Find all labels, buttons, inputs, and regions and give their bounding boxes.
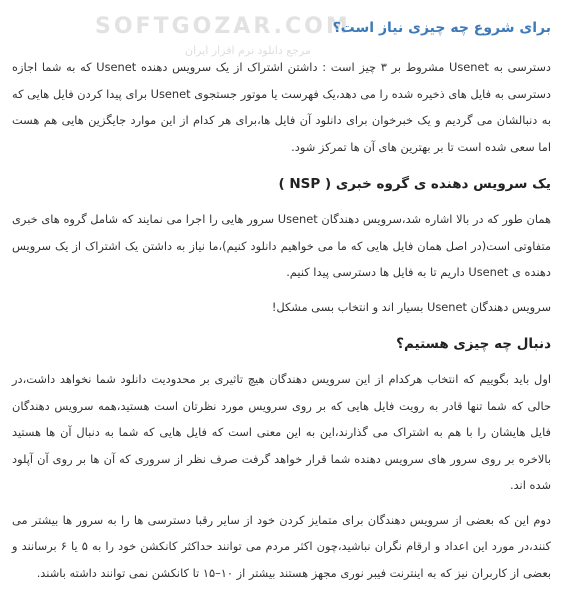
- section-heading-requirements: برای شروع چه چیزی نیاز است؟: [332, 20, 551, 36]
- watermark-logo: SOFTGOZAR.COM: [95, 14, 351, 39]
- paragraph-nsp-choice: سرویس دهندگان Usenet بسیار اند و انتخاب بسی مشکل!: [271, 299, 551, 314]
- section-heading-what-to-look-for: دنبال چه چیزی هستیم؟: [396, 336, 551, 352]
- paragraph-first-point: اول باید بگوییم که انتخاب هرکدام از این سرویس دهندگان هیچ تاثیری بر محدودیت دانلود شما نخواهد داشت،در حالی که شما تنها قادر به رویت فایل هایی که بر روی سرویس مورد نظرتان است هستید،همه سرویس دهندگان فایل هایشان را با هم به اشتراک می گذارند،این به این معنی است که فایل هایی که شما به دنبال آن ها هستید بالاخره بر روی سرور های سرویس دهنده شما قرار خواهد گرفت صرف نظر از سروری که آن ها بر روی آن آپلود شده اند.: [12, 372, 551, 492]
- paragraph-nsp: همان طور که در بالا اشاره شد،سرویس دهندگان Usenet سرور هایی را اجرا می نمایند که شامل گروه های خبری متفاوتی است(در اصل همان فایل هایی که ما می خواهیم دانلود کنیم)،ما نیاز به داشتن یک اشتراک از یک سرویس دهنده ی Usenet داریم تا به فایل ها دسترسی پیدا کنیم.: [12, 212, 551, 279]
- article: [12, 8, 551, 590]
- section-heading-nsp: یک سرویس دهنده ی گروه خبری ( NSP ): [278, 176, 551, 192]
- paragraph-requirements: دسترسی به Usenet مشروط بر ۳ چیز است : داشتن اشتراک از یک سرویس دهنده Usenet که به شما اجازه دسترسی به فایل های ذخیره شده را می دهد،یک فهرست یا موتور جستجوی Usenet برای پیدا کردن فایل هایی که به دنبالشان می گردیم و یک خبرخوان برای دانلود آن فایل ها،برای هر کدام از این موارد جایگزین هایی هم هست اما سعی شده است تا بر بهترین های آن ها تمرکز شود.: [12, 60, 551, 154]
- watermark-tagline: مرجع دانلود نرم افزار ایران: [185, 44, 311, 57]
- paragraph-second-point: دوم این که بعضی از سرویس دهندگان برای متمایز کردن خود از سایر رقبا دسترسی ها را به سرور ها بیشتر می کنند،در مورد این اعداد و ارقام نگران نباشید،چون اکثر مردم می توانند حداکثر کانکشن خود را به ۵ یا ۶ برسانند و بعضی از کاربران نیز که به اینترنت فیبر نوری مجهز هستند بیشتر از ۱۰–۱۵ تا کانکشن نمی توانند داشته باشند.: [12, 512, 551, 580]
